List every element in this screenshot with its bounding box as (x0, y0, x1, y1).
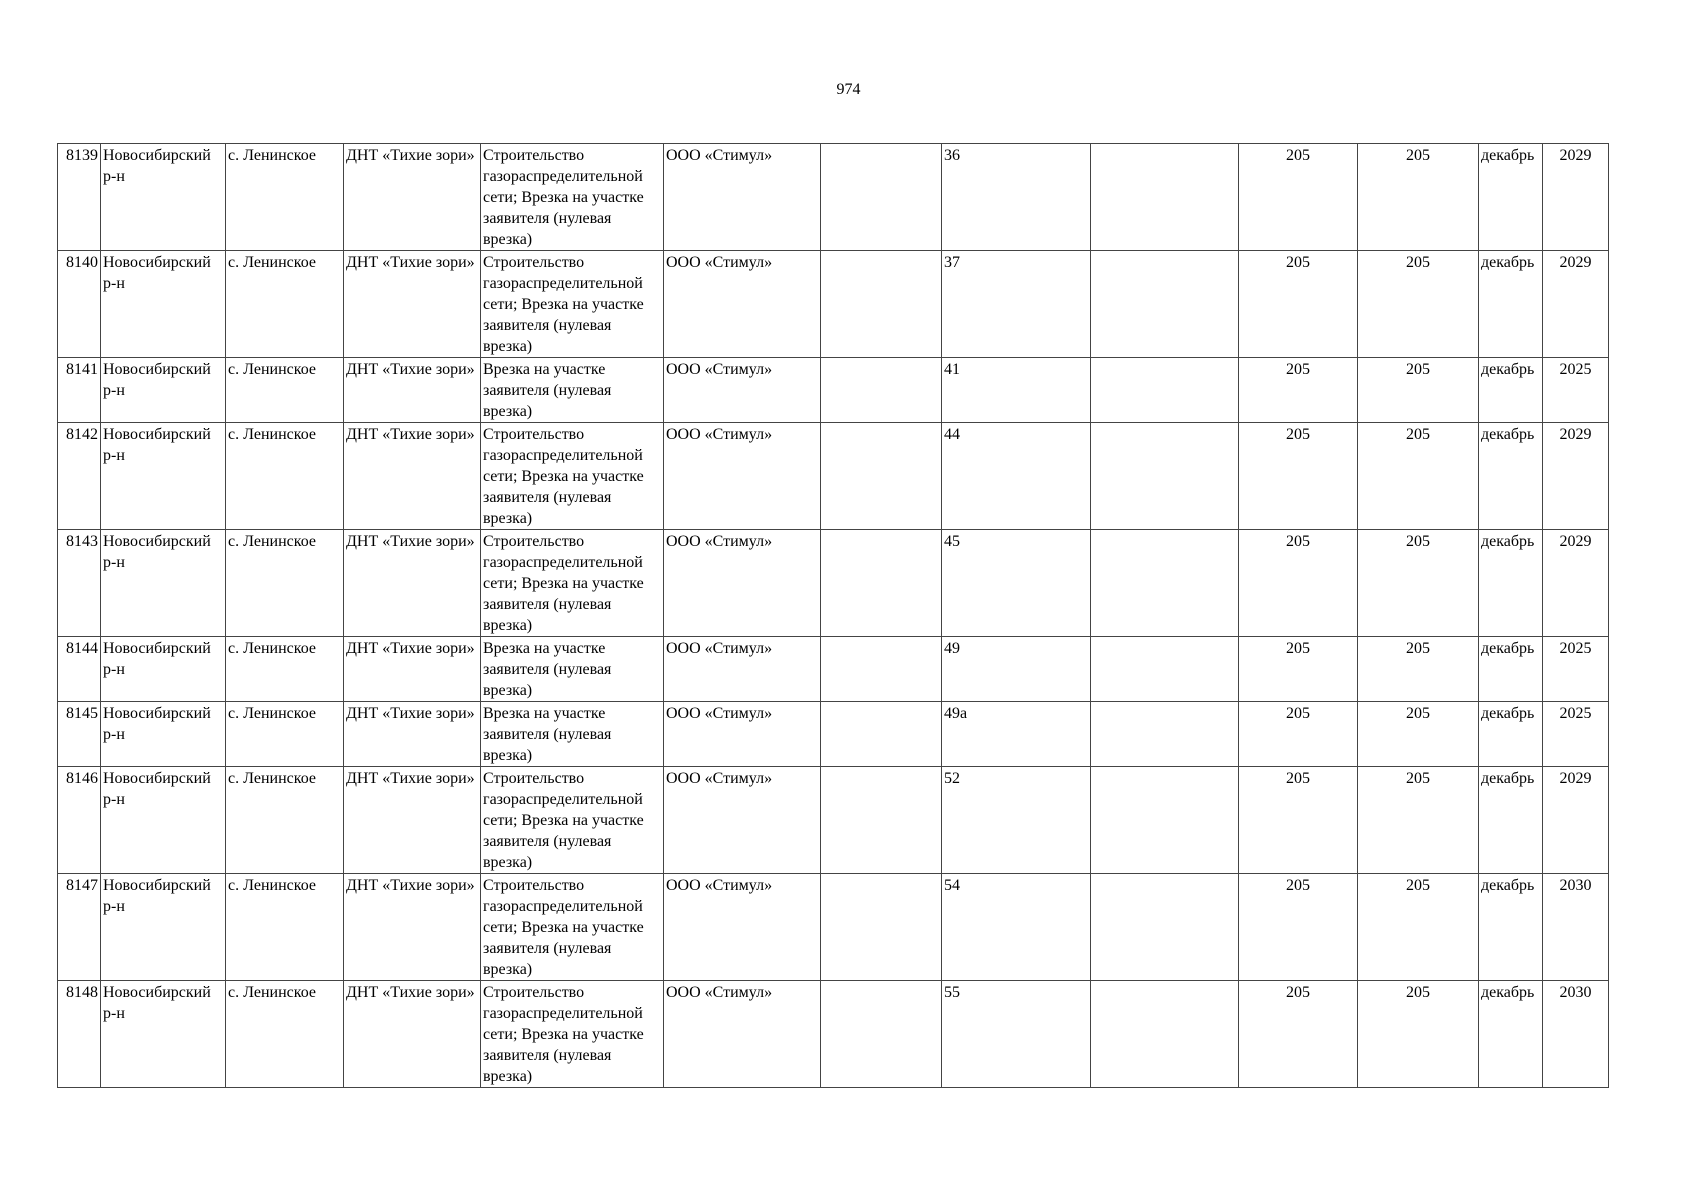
district-cell: Новосибирский р-н (101, 251, 226, 358)
plot-number-cell: 55 (942, 981, 1091, 1088)
value-cell: 205 (1358, 702, 1479, 767)
object-cell: ДНТ «Тихие зори» (344, 423, 481, 530)
value-cell: 205 (1239, 767, 1358, 874)
settlement-cell: с. Ленинское (226, 251, 344, 358)
row-number-cell: 8148 (58, 981, 101, 1088)
settlement-cell: с. Ленинское (226, 144, 344, 251)
table-row (58, 251, 1609, 358)
plot-number-cell: 41 (942, 358, 1091, 423)
year-cell: 2030 (1543, 874, 1609, 981)
year-cell: 2025 (1543, 637, 1609, 702)
object-cell: ДНТ «Тихие зори» (344, 702, 481, 767)
organization-cell: ООО «Стимул» (664, 530, 821, 637)
year-cell: 2029 (1543, 767, 1609, 874)
row-number-cell: 8141 (58, 358, 101, 423)
empty-cell (821, 874, 942, 981)
settlement-cell: с. Ленинское (226, 702, 344, 767)
empty-cell (1091, 874, 1239, 981)
settlement-cell: с. Ленинское (226, 358, 344, 423)
empty-cell (1091, 530, 1239, 637)
value-cell: 205 (1358, 144, 1479, 251)
settlement-cell: с. Ленинское (226, 530, 344, 637)
month-cell: декабрь (1479, 767, 1543, 874)
work-description-cell: Строительство газораспределительной сети; Врезка на участке заявителя (нулевая врезка) (481, 981, 664, 1088)
empty-cell (1091, 251, 1239, 358)
year-cell: 2029 (1543, 423, 1609, 530)
empty-cell (1091, 423, 1239, 530)
row-number-cell: 8146 (58, 767, 101, 874)
organization-cell: ООО «Стимул» (664, 702, 821, 767)
organization-cell: ООО «Стимул» (664, 358, 821, 423)
empty-cell (821, 981, 942, 1088)
plot-number-cell: 45 (942, 530, 1091, 637)
year-cell: 2029 (1543, 530, 1609, 637)
object-cell: ДНТ «Тихие зори» (344, 981, 481, 1088)
work-description-cell: Строительство газораспределительной сети; Врезка на участке заявителя (нулевая врезка) (481, 144, 664, 251)
district-cell: Новосибирский р-н (101, 874, 226, 981)
table-row (58, 874, 1609, 981)
month-cell: декабрь (1479, 251, 1543, 358)
organization-cell: ООО «Стимул» (664, 251, 821, 358)
year-cell: 2025 (1543, 358, 1609, 423)
table-row (58, 981, 1609, 1088)
value-cell: 205 (1358, 530, 1479, 637)
plot-number-cell: 37 (942, 251, 1091, 358)
district-cell: Новосибирский р-н (101, 423, 226, 530)
value-cell: 205 (1239, 530, 1358, 637)
empty-cell (821, 251, 942, 358)
row-number-cell: 8144 (58, 637, 101, 702)
organization-cell: ООО «Стимул» (664, 144, 821, 251)
registry-body (58, 144, 1609, 1088)
row-number-cell: 8142 (58, 423, 101, 530)
value-cell: 205 (1358, 874, 1479, 981)
month-cell: декабрь (1479, 530, 1543, 637)
object-cell: ДНТ «Тихие зори» (344, 637, 481, 702)
page-number: 974 (836, 81, 861, 98)
district-cell: Новосибирский р-н (101, 702, 226, 767)
district-cell: Новосибирский р-н (101, 530, 226, 637)
work-description-cell: Строительство газораспределительной сети; Врезка на участке заявителя (нулевая врезка) (481, 767, 664, 874)
work-description-cell: Строительство газораспределительной сети; Врезка на участке заявителя (нулевая врезка) (481, 423, 664, 530)
year-cell: 2029 (1543, 251, 1609, 358)
district-cell: Новосибирский р-н (101, 358, 226, 423)
row-number-cell: 8145 (58, 702, 101, 767)
month-cell: декабрь (1479, 981, 1543, 1088)
month-cell: декабрь (1479, 144, 1543, 251)
month-cell: декабрь (1479, 702, 1543, 767)
empty-cell (821, 767, 942, 874)
value-cell: 205 (1239, 702, 1358, 767)
value-cell: 205 (1358, 423, 1479, 530)
plot-number-cell: 52 (942, 767, 1091, 874)
empty-cell (1091, 767, 1239, 874)
object-cell: ДНТ «Тихие зори» (344, 251, 481, 358)
work-description-cell: Строительство газораспределительной сети; Врезка на участке заявителя (нулевая врезка) (481, 251, 664, 358)
row-number-cell: 8140 (58, 251, 101, 358)
district-cell: Новосибирский р-н (101, 981, 226, 1088)
empty-cell (821, 637, 942, 702)
year-cell: 2029 (1543, 144, 1609, 251)
value-cell: 205 (1239, 874, 1358, 981)
table-row (58, 702, 1609, 767)
object-cell: ДНТ «Тихие зори» (344, 358, 481, 423)
year-cell: 2030 (1543, 981, 1609, 1088)
work-description-cell: Врезка на участке заявителя (нулевая врезка) (481, 702, 664, 767)
settlement-cell: с. Ленинское (226, 423, 344, 530)
work-description-cell: Строительство газораспределительной сети; Врезка на участке заявителя (нулевая врезка) (481, 530, 664, 637)
organization-cell: ООО «Стимул» (664, 874, 821, 981)
value-cell: 205 (1358, 637, 1479, 702)
month-cell: декабрь (1479, 423, 1543, 530)
object-cell: ДНТ «Тихие зори» (344, 530, 481, 637)
organization-cell: ООО «Стимул» (664, 637, 821, 702)
settlement-cell: с. Ленинское (226, 981, 344, 1088)
district-cell: Новосибирский р-н (101, 767, 226, 874)
value-cell: 205 (1239, 358, 1358, 423)
row-number-cell: 8147 (58, 874, 101, 981)
object-cell: ДНТ «Тихие зори» (344, 874, 481, 981)
empty-cell (1091, 702, 1239, 767)
organization-cell: ООО «Стимул» (664, 767, 821, 874)
plot-number-cell: 44 (942, 423, 1091, 530)
organization-cell: ООО «Стимул» (664, 423, 821, 530)
row-number-cell: 8139 (58, 144, 101, 251)
work-description-cell: Врезка на участке заявителя (нулевая врезка) (481, 358, 664, 423)
value-cell: 205 (1239, 637, 1358, 702)
settlement-cell: с. Ленинское (226, 637, 344, 702)
year-cell: 2025 (1543, 702, 1609, 767)
empty-cell (1091, 144, 1239, 251)
plot-number-cell: 49а (942, 702, 1091, 767)
plot-number-cell: 36 (942, 144, 1091, 251)
empty-cell (821, 530, 942, 637)
value-cell: 205 (1239, 423, 1358, 530)
table-row (58, 530, 1609, 637)
value-cell: 205 (1358, 981, 1479, 1088)
empty-cell (821, 423, 942, 530)
month-cell: декабрь (1479, 358, 1543, 423)
plot-number-cell: 49 (942, 637, 1091, 702)
work-description-cell: Врезка на участке заявителя (нулевая врезка) (481, 637, 664, 702)
value-cell: 205 (1239, 981, 1358, 1088)
object-cell: ДНТ «Тихие зори» (344, 767, 481, 874)
value-cell: 205 (1358, 251, 1479, 358)
row-number-cell: 8143 (58, 530, 101, 637)
organization-cell: ООО «Стимул» (664, 981, 821, 1088)
table-row (58, 144, 1609, 251)
table-row (58, 358, 1609, 423)
work-description-cell: Строительство газораспределительной сети; Врезка на участке заявителя (нулевая врезка) (481, 874, 664, 981)
registry-table (57, 143, 1609, 1088)
district-cell: Новосибирский р-н (101, 637, 226, 702)
empty-cell (821, 702, 942, 767)
table-row (58, 637, 1609, 702)
settlement-cell: с. Ленинское (226, 874, 344, 981)
plot-number-cell: 54 (942, 874, 1091, 981)
month-cell: декабрь (1479, 874, 1543, 981)
district-cell: Новосибирский р-н (101, 144, 226, 251)
month-cell: декабрь (1479, 637, 1543, 702)
empty-cell (821, 144, 942, 251)
object-cell: ДНТ «Тихие зори» (344, 144, 481, 251)
value-cell: 205 (1358, 358, 1479, 423)
value-cell: 205 (1358, 767, 1479, 874)
value-cell: 205 (1239, 144, 1358, 251)
empty-cell (1091, 358, 1239, 423)
table-row (58, 423, 1609, 530)
table-row (58, 767, 1609, 874)
empty-cell (1091, 981, 1239, 1088)
value-cell: 205 (1239, 251, 1358, 358)
settlement-cell: с. Ленинское (226, 767, 344, 874)
empty-cell (821, 358, 942, 423)
empty-cell (1091, 637, 1239, 702)
